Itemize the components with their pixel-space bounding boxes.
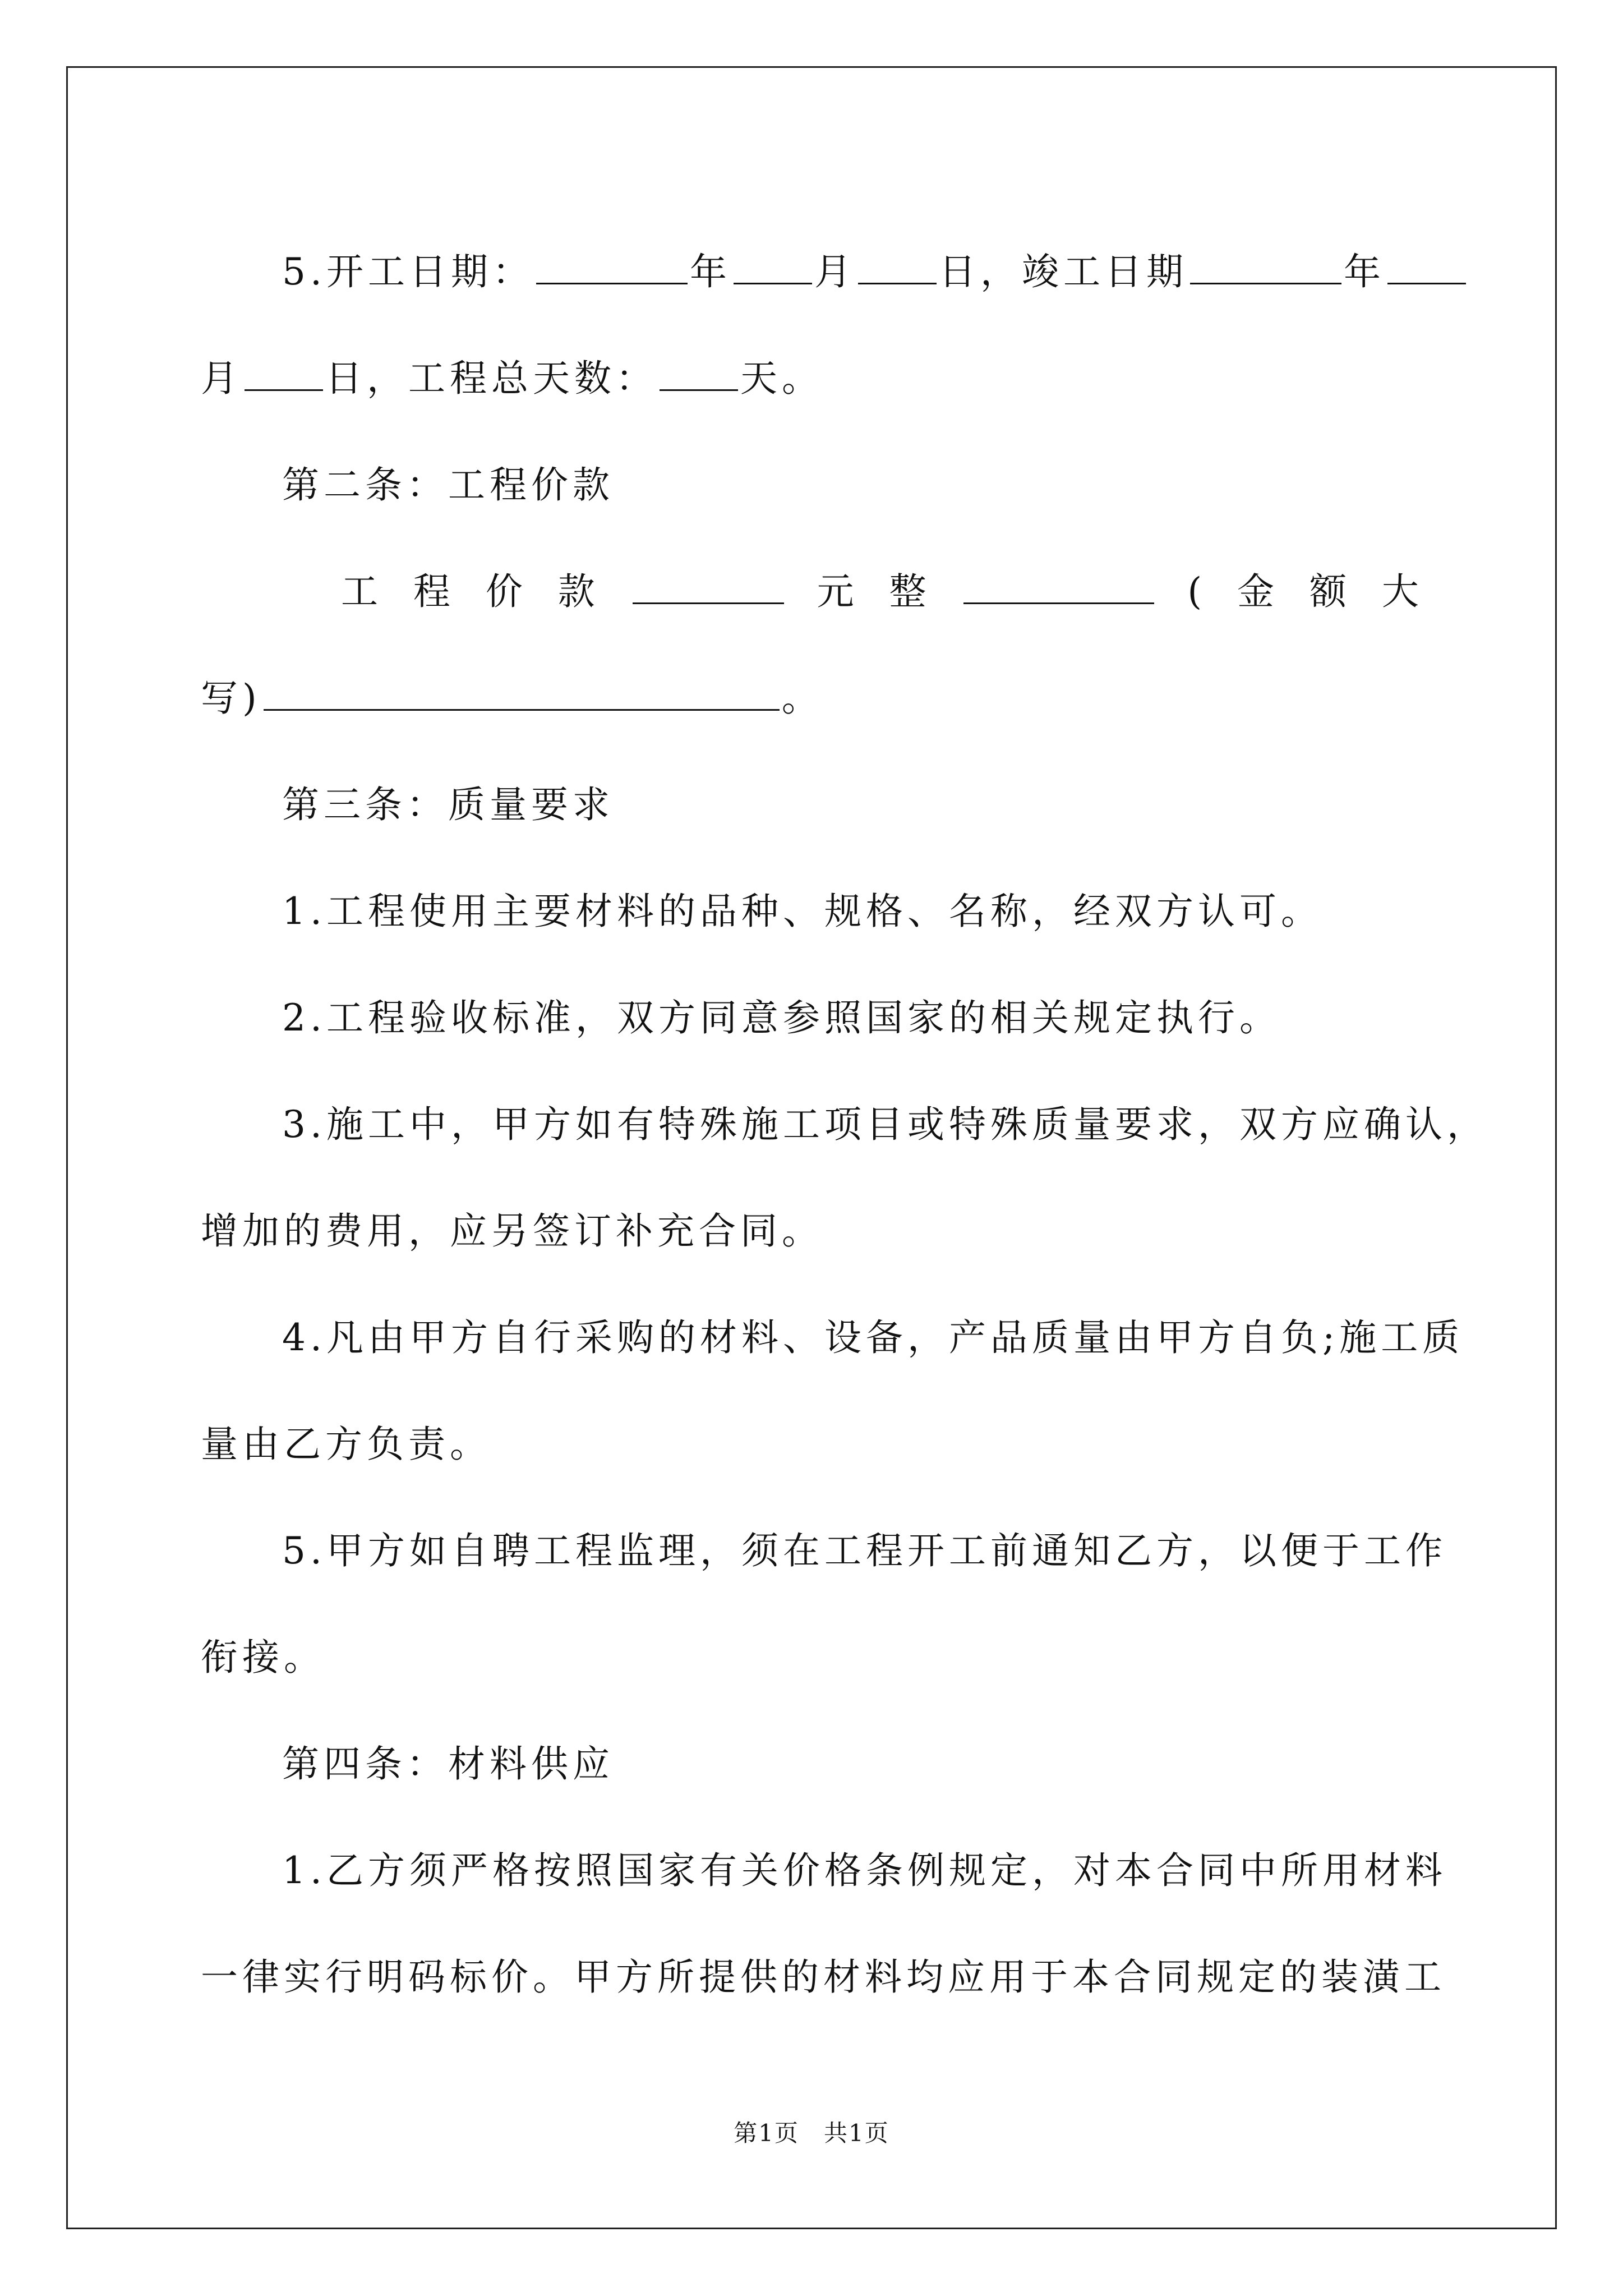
days-unit: 天。 [740,357,823,400]
price-char: 款 [557,570,600,613]
end-date-line [201,325,1423,432]
price-char: 价 [485,570,527,613]
article-3-title: 第三条：质量要求 [282,783,614,826]
quality-item-4: 4.凡由甲方自行采购的材料、设备，产品质量由甲方自负;施工质 [282,1316,1464,1359]
quality-item-5-cont: 衔接。 [201,1636,325,1679]
quality-item-1: 1.工程使用主要材料的品种、规格、名称，经双方认可。 [282,890,1322,933]
month-label: 月 [201,357,242,400]
quality-item-3-cont: 增加的费用，应另签订补充合同。 [201,1209,823,1253]
document-body [201,219,1488,2031]
price-char: 程 [413,570,455,613]
page-footer: 第1页 共1页 [734,2119,889,2147]
start-year-blank[interactable] [536,250,688,284]
price-line [201,539,1423,645]
start-date-label: 5.开工日期： [282,250,534,293]
end-year-blank[interactable] [1190,250,1341,284]
price-words-line [201,645,1423,752]
supply-item-1: 1.乙方须严格按照国家有关价格条例规定，对本合同中所用材料 [282,1849,1447,1892]
period: 。 [781,677,823,720]
quality-item-2: 2.工程验收标准，双方同意参照国家的相关规定执行。 [282,996,1281,1039]
quality-item-3: 3.施工中，甲方如有特殊施工项目或特殊质量要求，双方应确认， [282,1103,1488,1146]
quality-item-4-cont: 量由乙方负责。 [201,1423,491,1466]
month-label: 月 [814,250,856,293]
amount-char: 额 [1309,570,1351,613]
year-label: 年 [689,250,731,293]
start-month-blank[interactable] [734,250,812,284]
end-month-blank[interactable] [1387,250,1466,284]
end-day-blank[interactable] [245,357,323,391]
start-date-line [201,219,1423,325]
supply-item-1-cont: 一律实行明码标价。甲方所提供的材料均应用于本合同规定的装潢工 [201,1955,1446,1999]
amount-char: 大 [1381,570,1423,613]
completion-date-label: 日，竣工日期 [938,250,1188,293]
price-char: 工 [341,570,382,613]
total-days-label: 日，工程总天数： [325,357,657,400]
capital-amount-blank[interactable] [264,677,780,711]
capital-label: 写) [201,677,261,720]
article-2-title: 第二条：工程价款 [282,463,614,507]
price-words-blank[interactable] [963,570,1154,604]
year-label: 年 [1343,250,1385,293]
quality-item-5: 5.甲方如自聘工程监理，须在工程开工前通知乙方，以便于工作 [282,1529,1447,1572]
total-days-blank[interactable] [660,357,738,391]
price-amount-blank[interactable] [633,570,784,604]
start-day-blank[interactable] [858,250,937,284]
open-paren: ( [1187,570,1207,613]
zheng-label: 整 [889,570,931,613]
article-4-title: 第四条：材料供应 [282,1742,614,1786]
amount-char: 金 [1237,570,1279,613]
yuan-label: 元 [817,570,859,613]
